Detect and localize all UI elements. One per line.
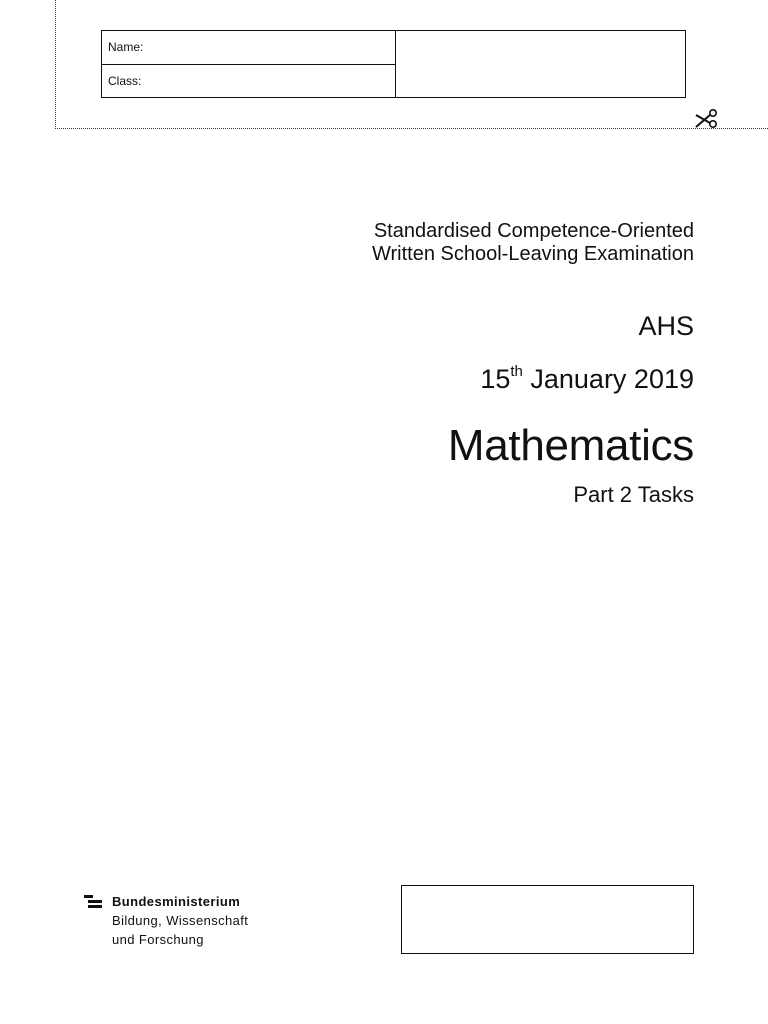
school-type: AHS — [638, 311, 694, 341]
name-field[interactable] — [102, 31, 395, 64]
id-blank-box — [396, 31, 685, 97]
student-id-table — [101, 30, 686, 98]
exam-date — [480, 364, 694, 395]
exam-title — [372, 220, 694, 266]
part-subtitle: Part 2 Tasks — [573, 482, 694, 507]
ministry-line-3: und Forschung — [112, 932, 204, 947]
ministry-name-text — [112, 892, 248, 949]
austrian-flag-logo-icon — [84, 895, 102, 909]
subject-title: Mathematics — [447, 421, 694, 470]
scissors-icon — [694, 107, 718, 129]
class-label: Class: — [108, 73, 142, 88]
exam-title-line-1: Standardised Competence-Oriented — [373, 220, 694, 242]
date-day: 15 — [480, 364, 511, 394]
class-field[interactable] — [102, 64, 395, 98]
name-label: Name: — [108, 40, 144, 55]
date-month-year: January 2019 — [522, 364, 694, 394]
exam-title-line-2: Written School-Leaving Examination — [371, 243, 694, 265]
student-id-fields — [102, 31, 396, 97]
date-ordinal: th — [510, 363, 523, 380]
ministry-logo — [84, 892, 248, 949]
code-box — [401, 885, 694, 954]
ministry-line-1: Bundesministerium — [112, 894, 241, 909]
ministry-line-2: Bildung, Wissenschaft — [112, 913, 249, 928]
